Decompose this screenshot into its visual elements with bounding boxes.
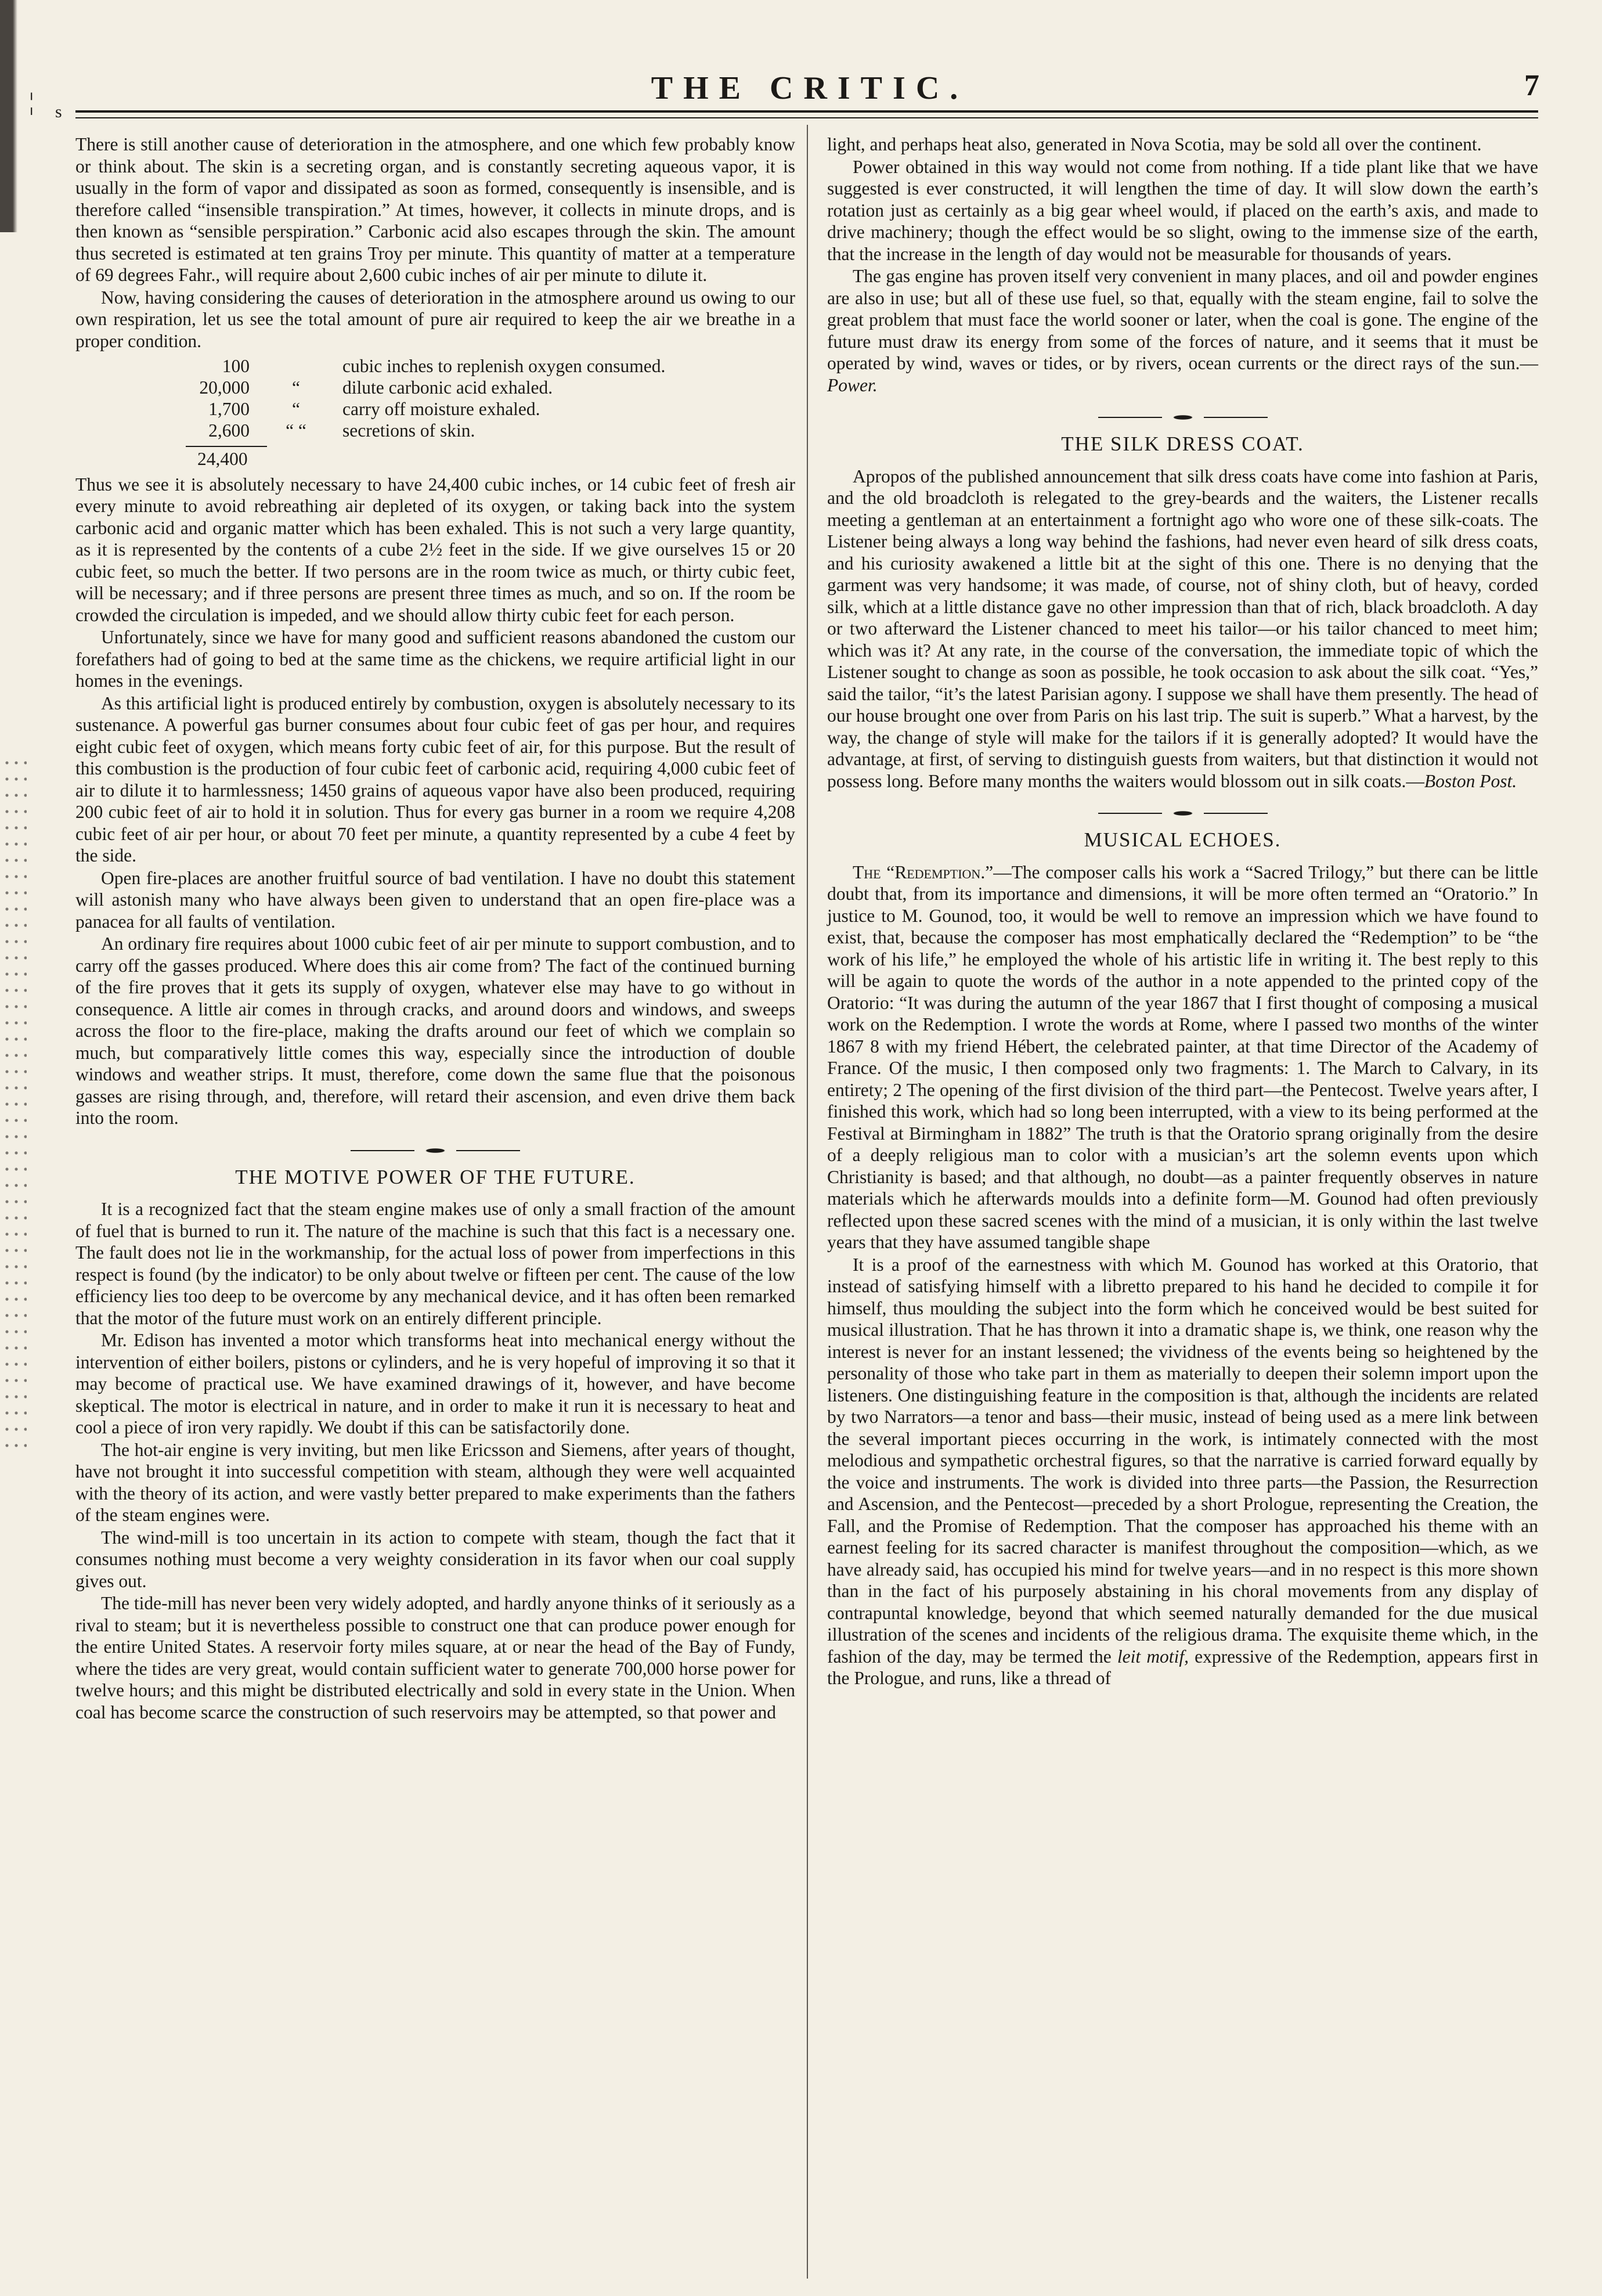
paragraph: There is still another cause of deterioration in the atmosphere, and one which few probably know or think about. The skin is a secreting organ, and is constantly secreting aqueous vapor, it is usually in the form of vapor and dissipated as soon as formed, consequently is insensible, and is therefore called “insensible transpiration.” At times, however, it collects in minute drops, and is then known as “sensible perspiration.” Carbonic acid also escapes through the skin. The amount thus secreted is estimated at ten grains Troy per minute. This quantity of matter at a temperature of 69 degrees Fahr., will require about 2,600 cubic inches of air per minute to dilute it. (75, 134, 795, 285)
table-cell: cubic inches to replenish oxygen consumed. (342, 356, 666, 376)
divider-line (456, 1150, 520, 1151)
divider-line (1098, 417, 1162, 418)
paragraph: As this artificial light is produced entirely by combustion, oxygen is absolutely necessary to its sustenance. A powerful gas burner consumes about four cubic feet of gas per hour, and requires eight cubic feet of oxygen, which means forty cubic feet of air, for this purpose. But the result of this combustion is the production of four cubic feet of carbonic acid, requiring 4,000 cubic feet of air to dilute it to harmlessness; 1450 grains of aqueous vapor have also been produced, requiring 200 cubic feet of air to hold it in solution. Thus for every gas burner in a room we require 4,208 cubic feet of air per hour, or about 70 feet per minute, a quantity represented by a cube 4 feet by the side. (75, 693, 795, 866)
sum-rule (186, 446, 267, 447)
paragraph (827, 862, 1538, 1253)
table-cell: “ “ (286, 420, 306, 441)
divider-line (1204, 813, 1268, 814)
divider-ornament (1166, 413, 1200, 421)
paragraph: Power obtained in this way would not come from nothing. If a tide plant like that we have suggested is ever constructed, it will lengthen the time of day. It will slow down the earth’s rotation just as certainly as a big gear wheel would, if placed on the earth’s axis, and made to drive machinery; though the effect would be so slight, owing to the immense size of the earth, that the increase in the length of day would not be measurable for thousands of years. (827, 156, 1538, 264)
paragraph: Mr. Edison has invented a motor which transforms heat into mechanical energy without the intervention of either boilers, pistons or cylinders, and he is very hopeful of improving it so that it may become of practical use. We have examined drawings of it, however, and have become skeptical. The motor is electrical in nature, and in order to make it run it is necessary to heat and cool a piece of iron very rapidly. We doubt if this can be satisfactorily done. (75, 1330, 795, 1437)
paragraph: Thus we see it is absolutely necessary to have 24,400 cubic inches, or 14 cubic feet of fresh air every minute to avoid rebreathing air depleted of its oxygen, or taking back into the system carbonic acid and organic matter which has been exhaled. This is not such a very large quantity, as it is represented by the contents of a cube 2½ feet in the side. If we give ourselves 15 or 20 cubic feet, so much the better. If two persons are in the room twice as much, or thirty cubic feet, will be necessary; and if three persons are present three times as much, and so on. If the room be crowded the circulation is impeded, and we should allow thirty cubic feet for each person. (75, 474, 795, 625)
paragraph: light, and perhaps heat also, generated in Nova Scotia, may be sold all over the continent. (827, 134, 1482, 154)
article-headline: THE SILK DRESS COAT. (1061, 432, 1304, 455)
divider-ornament (418, 1147, 453, 1155)
article-headline: THE MOTIVE POWER OF THE FUTURE. (235, 1165, 636, 1188)
paragraph: The wind-mill is too uncertain in its action to compete with steam, though the fact that it consumes nothing must become a very weighty consideration in its favor when our coal supply gives out. (75, 1527, 795, 1591)
paragraph: It is a recognized fact that the steam engine makes use of only a small fraction of the amount of fuel that is burned to run it. The nature of the machine is such that this fact is a necessary one. The fault does not lie in the workmanship, for the actual loss of power from imperfections in this respect is found (by the indicator) to be only about twelve or fifteen per cent. The cause of the low efficiency lies too deep to be overcome by any mechanical device, and it has often been remarked that the motor of the future must work on an entirely different principle. (75, 1199, 795, 1328)
left-column (75, 134, 795, 1724)
header-rule-thick (75, 110, 1538, 113)
paragraph: Open fire-places are another fruitful source of bad ventilation. I have no doubt this statement will astonish many who have always been given to understand that an open fire-place was a panacea for all faults of ventilation. (75, 867, 795, 932)
paragraph-text: —The composer calls his work a “Sacred Trilogy,” but there can be little doubt that, from its importance and dimensions, it will be more often termed an “Oratorio.” In justice to M. Gounod, too, it would be well to remove an impression which we have found to exist, that, because the composer has most emphatically declared the “Redemption” to be “the work of his life,” he employed the whole of his artistic life in writing it. The best reply to this will be again to quote the words of the author in a note appended to the printed copy of the Oratorio: “It was during the autumn of the year 1867 that I first thought of composing a musical work on the Redemption. I wrote the words at Rome, where I passed two months of the winter 1867 8 with my friend Hébert, the celebrated painter, at that time Director of the Academy of France. Of the music, I then composed only two fragments: 1. The March to Calvary, in its entirety; 2 The opening of the first division of the third part—the Pentecost. Twelve years after, I finished this work, which had so long been interrupted, with a view to its being performed at the Festival at Birmingham in 1882” The truth is that the Oratorio sprang originally from the desire of a deeply religious man to color with a musician’s art the solemn events upon which Christianity is based; and that although, no doubt—as a painter frequently observes in nature materials which he afterwards moulds into a definite form—M. Gounod had often previously reflected upon these sacred scenes with the mind of a musician, it is only within the last twelve years that they have assumed tangible shape (827, 862, 1538, 1252)
table-cell: “ (292, 377, 300, 398)
masthead (29, 65, 1544, 121)
section-divider (75, 1144, 795, 1156)
table-cell: dilute carbonic acid exhaled. (342, 377, 553, 398)
right-column (827, 134, 1538, 1690)
table-row (186, 377, 671, 398)
table-cell: 2,600 (208, 420, 250, 441)
column-divider (807, 125, 808, 2279)
paragraph-text: Apropos of the published announcement that silk dress coats have come into fashion at Paris, and the old broadcloth is relegated to the grey-beards and the waiters, the Listener recalls meeting a gentleman at an entertainment a fortnight ago who wore one of these silk-coats. The Listener being always a long way behind the fashions, had never even heard of silk dress coats, and his curiosity awakened a little bit at the sight of this one. There is no denying that the garment was very handsome; it was made, of course, not of shiny cloth, but of heavy, corded silk, which at a little distance gave no other impression than that of rich, black broadcloth. A day or two afterward the Listener chanced to meet his tailor—or his tailor chanced to meet him; which was it? At any rate, in the course of the conversation, the immediate topic of which the Listener sought to change as soon as possible, he took occasion to ask about the silk coat. “Yes,” said the tailor, “it’s the latest Parisian agony. I suppose we shall have them presently. The head of our house brought one over from Paris on his last trip. The suit is superb.” What a harvest, by the way, the change of style will make for the tailors if it is generally adopted? It would have the advantage, at first, of serving to distinguish guests from waiters, but that distinction it would not possess long. Before many months the waiters would blossom out in silk coats.— (827, 466, 1538, 791)
paragraph: Unfortunately, since we have for many good and sufficient reasons abandoned the custom our forefathers had of going to bed at the same time as the chickens, we require artificial light in our homes in the evenings. (75, 627, 795, 691)
table-cell: “ (292, 399, 300, 419)
paragraph (827, 1254, 1538, 1689)
section-divider (827, 807, 1538, 819)
paragraph-text: The gas engine has proven itself very convenient in many places, and oil and powder engines are also in use; but all of these use fuel, so that, equally with the steam engine, fail to solve the great problem that must face the world sooner or later, when the coal is gone. The engine of the future must draw its energy from some of the forces of nature, and it seems that it must be operated by wind, waves or tides, or by rivers, ocean currents or the direct rays of the sun.— (827, 266, 1538, 373)
divider-line (351, 1150, 414, 1151)
paragraph-lead: The “Redemption.” (853, 862, 994, 882)
paragraph: Now, having considering the causes of deterioration in the atmosphere around us owing to our own respiration, let us see the total amount of pure air required to keep the air we breathe in a proper condition. (75, 287, 795, 351)
article-headline: MUSICAL ECHOES. (1084, 828, 1282, 851)
paragraph (827, 466, 1538, 792)
divider-line (1098, 813, 1162, 814)
paragraph: The hot-air engine is very inviting, but men like Ericsson and Siemens, after years of thought, have not brought it into successful competition with steam, although they were well acquainted with the theory of its action, and were vastly better prepared to make experiments than the fathers of the steam engines were. (75, 1439, 795, 1525)
air-requirement-table (186, 355, 671, 441)
paragraph-text: It is a proof of the earnestness with which M. Gounod has worked at this Oratorio, that instead of satisfying himself with a libretto prepared to his hand he decided to compile it for himself, thus moulding the subject into the form which he conceived would be best suited for musical illustration. That he has thrown it into a dramatic shape is, we think, one reason why the interest is never for an instant lessened; the vividness of the events being so heightened by the personality of those who take part in them as materially to deepen their solemn import upon the listeners. One distinguishing feature in the composition is that, although the incidents are related by two Narrators—a tenor and bass—their music, instead of being used as a mere link between the several important pieces occurring in the work, is intimately connected with the most melodious and sympathetic orchestral figures, so that the narrative is carried forward equally by the voice and instruments. The work is divided into three parts—the Passion, the Resurrection and Ascension, and the Pentecost—preceded by a short Prologue, representing the Creation, the Fall, and the Promise of Redemption. That the composer has approached his theme with an earnest feeling for its sacred character is manifest throughout the composition—which, as we have already said, has occupied his mind for twelve years—and in no respect is this more shown than in the fact of his purposely abstaining in his choral movements from any display of contrapuntal knowledge, beyond that which seemed naturally demanded for the due musical illustration of the scenes and incidents of the religious drama. The exquisite theme which, in the fashion of the day, may be termed the (827, 1254, 1538, 1667)
table-row (186, 398, 671, 420)
paragraph: The tide-mill has never been very widely adopted, and hardly anyone thinks of it seriously as a rival to steam; but it is nevertheless possible to construct one that can produce power enough for the entire United States. A reservoir forty miles square, at or near the head of the Bay of Fundy, where the tides are very great, would contain sufficient water to generate 700,000 horse power for twelve hours; and this might be distributed electrically and sold in every state in the Union. When coal has become scarce the construction of such reservoirs may be attempted, so that power and (75, 1593, 795, 1722)
table-cell: 1,700 (208, 399, 250, 419)
page-number: 7 (1524, 69, 1539, 102)
table-cell (255, 355, 342, 377)
source-credit: Power. (827, 374, 878, 395)
section-divider (827, 411, 1538, 423)
margin-mark-small: s (55, 102, 62, 121)
divider-ornament (1166, 809, 1200, 817)
paragraph-text: expressive of the Redemption, appears first in the Prologue, and runs, like a thread of (827, 1646, 1539, 1688)
table-cell: 100 (222, 356, 250, 376)
divider-line (1204, 417, 1268, 418)
scan-edge-speckle (2, 755, 27, 1451)
margin-mark: ¦ (29, 89, 34, 116)
publication-title: THE CRITIC. (651, 70, 969, 106)
paragraph (827, 265, 1538, 396)
paragraph: An ordinary fire requires about 1000 cubic feet of air per minute to support combustion, and to carry off the gasses produced. Where does this air come from? The fact of the continued burning of the fire proves that it gets its supply of oxygen, whatever else may have to go without in consequence. A little air comes in through cracks, and around doors and windows, and sweeps across the floor to the fire-place, making the drafts around our feet of which we complain so much, but comparatively little comes this way, especially since the introduction of double windows and weather strips. It must, therefore, come down the same flue that the poisonous gasses are rising through, and, therefore, will retard their ascension, and even drive them back into the room. (75, 933, 795, 1128)
scan-edge-shadow (0, 0, 23, 232)
table-cell: secretions of skin. (342, 420, 475, 441)
table-cell: carry off moisture exhaled. (342, 399, 540, 419)
table-cell: 20,000 (199, 377, 250, 398)
table-total: 24,400 (197, 449, 248, 469)
source-credit: Boston Post. (1424, 770, 1517, 791)
header-rule-thin (75, 117, 1538, 118)
table-row (186, 355, 671, 377)
italic-term: leit motif, (1117, 1646, 1189, 1667)
table-row (186, 420, 671, 441)
